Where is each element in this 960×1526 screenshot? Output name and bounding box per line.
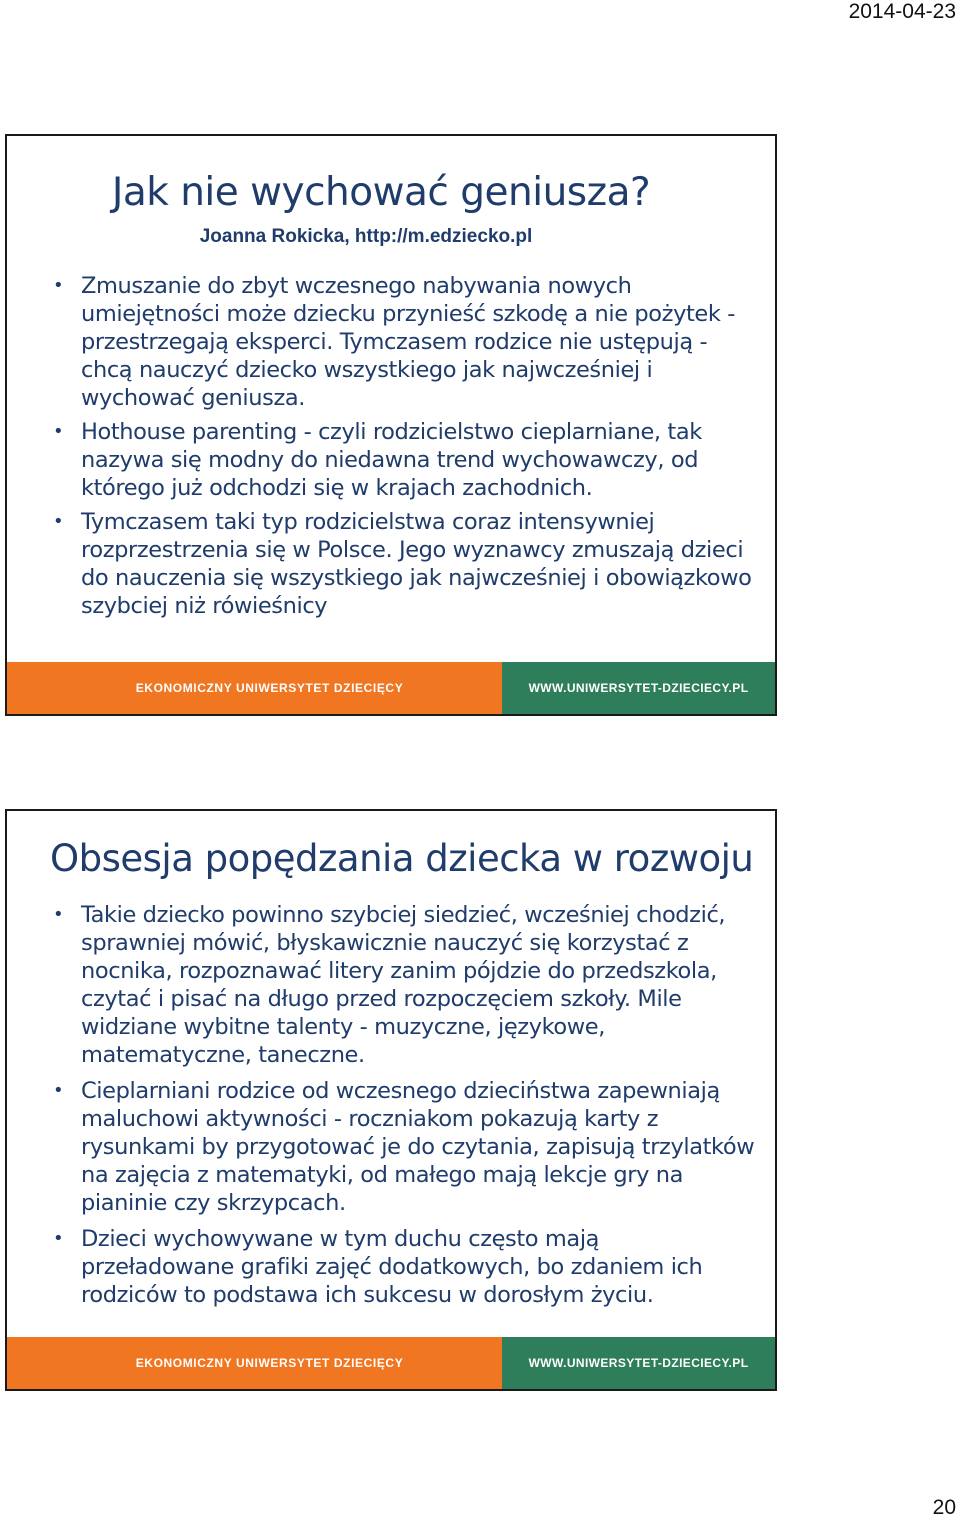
bullet-text: Tymczasem taki typ rodzicielstwa coraz intensywniej rozprzestrzenia się w Polsce. Jego wyznawcy zmuszają dzieci do nauczenia się wszystkiego jak najwcześniej i obowiązkowo szybciej niż rówieśnicy [81, 509, 752, 619]
bullet-icon: • [53, 421, 64, 442]
slide-2-title: Obsesja popędzania dziecka w rozwoju [50, 837, 754, 880]
slide-2 [5, 809, 777, 1391]
bullet-text: Zmuszanie do zbyt wczesnego nabywania nowych umiejętności może dziecku przynieść szkodę a nie pożytek - przestrzegają eksperci. Tymczasem rodzice nie ustępują - chcą nauczyć dziecko wszystkiego jak najwcześniej i wychować geniusza. [81, 273, 735, 411]
slide-1-bullet-list [53, 272, 755, 626]
page-number: 20 [932, 1496, 956, 1519]
bullet-icon: • [53, 1228, 64, 1249]
list-item [53, 508, 755, 620]
footer-website: WWW.UNIWERSYTET-DZIECIECY.PL [502, 1337, 775, 1389]
slide-2-footer [7, 1337, 775, 1389]
bullet-text: Hothouse parenting - czyli rodzicielstwo cieplarniane, tak nazywa się modny do niedawna trend wychowawczy, od którego już odchodzi się w krajach zachodnich. [81, 419, 702, 501]
bullet-text: Takie dziecko powinno szybciej siedzieć, wcześniej chodzić, sprawniej mówić, błyskawicznie nauczyć się korzystać z nocnika, rozpoznawać litery zanim pójdzie do przedszkola, czytać i pisać na długo przed rozpoczęciem szkoły. Mile widziane wybitne talenty - muzyczne, językowe, matematyczne, taneczne. [81, 902, 726, 1068]
slide-1 [5, 134, 777, 716]
list-item [53, 1077, 755, 1217]
slide-2-bullet-list [53, 901, 755, 1317]
bullet-icon: • [53, 904, 64, 925]
list-item [53, 418, 755, 502]
list-item [53, 901, 755, 1069]
page-date: 2014-04-23 [848, 0, 956, 23]
bullet-text: Cieplarniani rodzice od wczesnego dzieciństwa zapewniają maluchowi aktywności - roczniakom pokazują karty z rysunkami by przygotować je do czytania, zapisują trzylatków na zajęcia z matematyki, od małego mają lekcje gry na pianinie czy skrzypcach. [81, 1078, 755, 1216]
slide-1-subtitle: Joanna Rokicka, http://m.edziecko.pl [199, 226, 533, 247]
bullet-text: Dzieci wychowywane w tym duchu często mają przeładowane grafiki zajęć dodatkowych, bo zdaniem ich rodziców to podstawa ich sukcesu w dorosłym życiu. [81, 1226, 703, 1308]
footer-website: WWW.UNIWERSYTET-DZIECIECY.PL [502, 662, 775, 714]
slide-1-title: Jak nie wychować geniusza? [111, 170, 651, 215]
bullet-icon: • [53, 511, 64, 532]
list-item [53, 1225, 755, 1309]
slide-1-footer [7, 662, 775, 714]
bullet-icon: • [53, 275, 64, 296]
bullet-icon: • [53, 1080, 64, 1101]
footer-university-name: EKONOMICZNY UNIWERSYTET DZIECIĘCY [7, 1337, 502, 1389]
list-item [53, 272, 755, 412]
footer-university-name: EKONOMICZNY UNIWERSYTET DZIECIĘCY [7, 662, 502, 714]
